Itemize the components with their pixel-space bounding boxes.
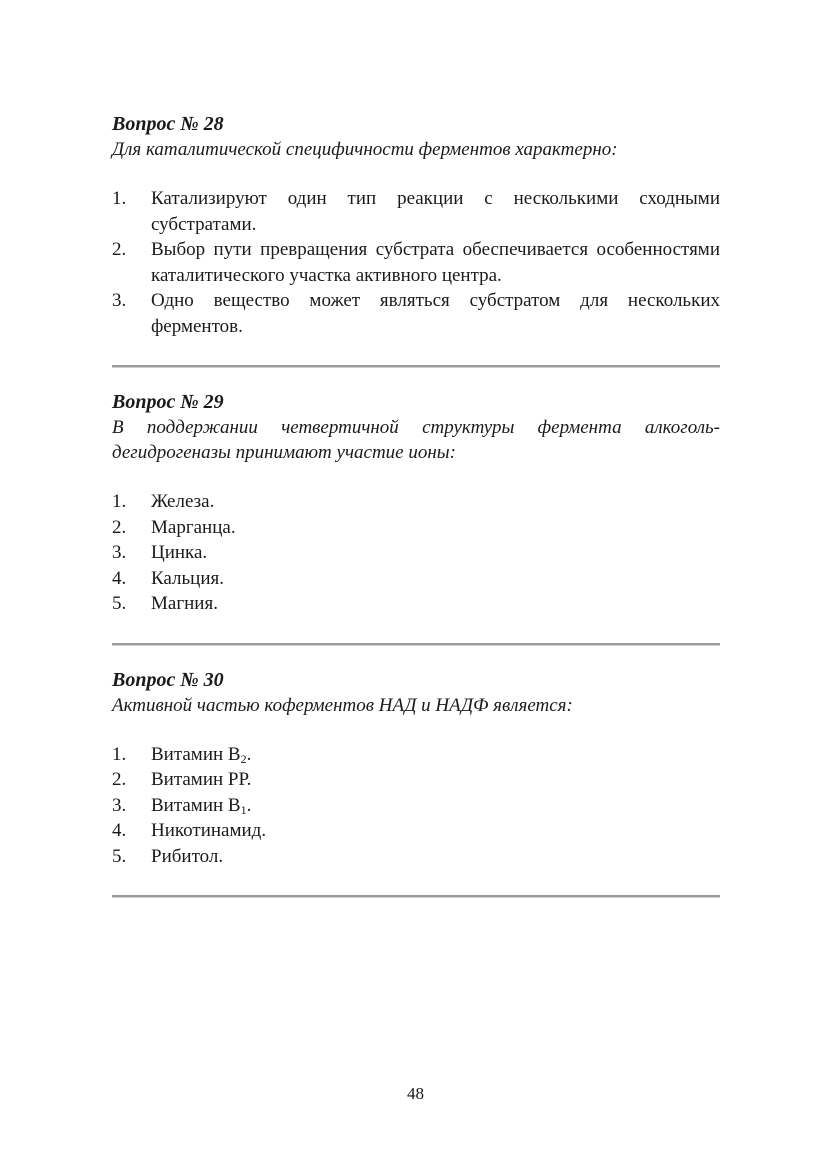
option-text: Катализируют один тип реакции с несколькими сходными субстратами. [151, 188, 720, 235]
answer-option [112, 742, 720, 768]
option-text: Рибитол. [151, 845, 224, 867]
option-text: Магния. [151, 593, 218, 614]
option-text: Одно вещество может являться субстратом для нескольких ферментов. [151, 290, 720, 337]
option-text: Никотинамид. [151, 820, 267, 841]
option-text: Кальция. [151, 567, 224, 589]
option-number: 3. [112, 542, 127, 563]
question-text: Активной частью коферментов НАД и НАДФ является: [112, 694, 573, 716]
answer-option [112, 591, 720, 617]
question-title: Вопрос № 30 [112, 668, 224, 691]
option-number: 2. [112, 239, 127, 260]
question-28 [112, 112, 720, 339]
option-text: Цинка. [151, 542, 208, 563]
question-30 [112, 668, 720, 870]
option-suffix: . [246, 794, 252, 816]
option-text: Железа. [151, 491, 215, 512]
option-number: 1. [112, 491, 127, 512]
section-divider [112, 895, 720, 898]
question-title: Вопрос № 28 [112, 113, 224, 135]
option-text: Витамин РР. [151, 769, 252, 790]
page-content [112, 112, 720, 898]
section-divider [112, 365, 720, 368]
option-number: 2. [112, 769, 127, 790]
option-number: 1. [112, 743, 127, 765]
answer-option [112, 793, 720, 819]
section-divider [112, 643, 720, 646]
answer-option [112, 540, 720, 566]
option-number: 3. [112, 290, 127, 311]
option-number: 4. [112, 567, 127, 589]
answer-option [112, 767, 720, 793]
answer-option [112, 186, 720, 237]
answer-options [112, 742, 720, 870]
question-text: Для каталитической специфичности ферментов характерно: [112, 139, 618, 160]
answer-option [112, 818, 720, 844]
answer-option [112, 489, 720, 515]
answer-option [112, 515, 720, 541]
option-subscript: 1 [240, 802, 247, 817]
answer-option [112, 844, 720, 870]
option-text: Витамин В [151, 743, 241, 765]
option-text: Витамин В [151, 794, 241, 816]
question-text: В поддержании четвертичной структуры фермента алкоголь-дегидрогеназы принимают участие ионы: [112, 417, 720, 463]
question-29 [112, 390, 720, 617]
answer-option [112, 566, 720, 592]
option-number: 5. [112, 845, 127, 867]
option-text: Выбор пути превращения субстрата обеспечивается особенностями каталитического участка активного центра. [151, 239, 720, 286]
answer-option [112, 288, 720, 339]
answer-options [112, 489, 720, 617]
option-number: 4. [112, 820, 127, 841]
option-number: 5. [112, 593, 127, 614]
answer-option [112, 237, 720, 288]
option-number: 2. [112, 516, 127, 538]
option-subscript: 2 [240, 751, 247, 766]
option-number: 1. [112, 188, 127, 209]
answer-options [112, 186, 720, 339]
option-text: Марганца. [151, 516, 236, 538]
option-number: 3. [112, 794, 127, 816]
question-title: Вопрос № 29 [112, 391, 224, 413]
option-suffix: . [246, 743, 252, 765]
page-number: 48 [407, 1084, 424, 1103]
